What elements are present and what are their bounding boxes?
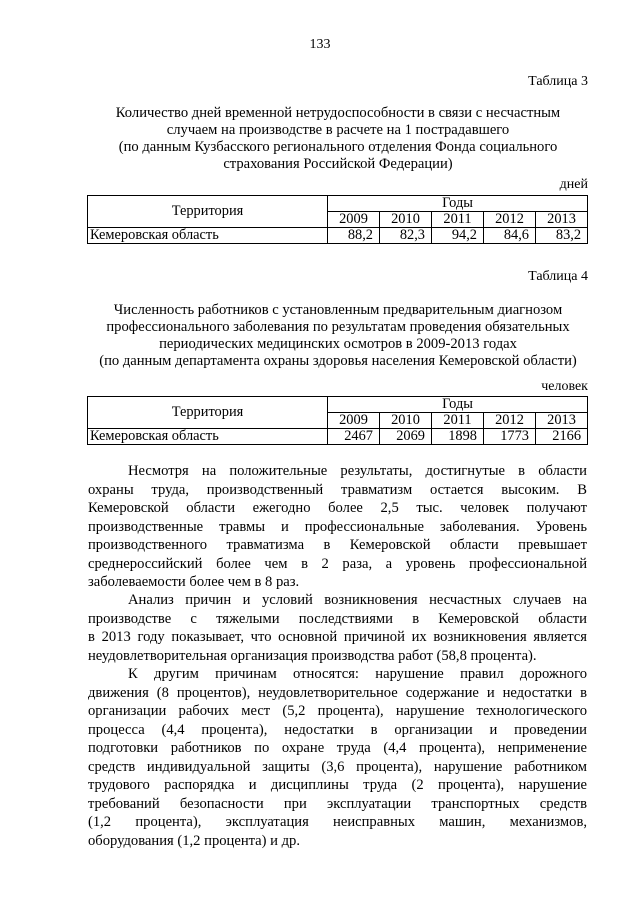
year-cell: 2012 bbox=[484, 212, 536, 228]
text-line: средств индивидуальной защиты (3,6 процента), нарушение работником bbox=[88, 758, 587, 775]
table-header-row bbox=[88, 397, 588, 413]
paragraph-3 bbox=[88, 665, 587, 850]
table-row bbox=[88, 228, 588, 244]
header-territory: Территория bbox=[88, 397, 328, 429]
table-row bbox=[88, 429, 588, 445]
value-cell: 88,2 bbox=[328, 228, 380, 244]
value-cell: 82,3 bbox=[380, 228, 432, 244]
caption-line: случаем на производстве в расчете на 1 пострадавшего bbox=[166, 122, 510, 138]
value-cell: 84,6 bbox=[484, 228, 536, 244]
table4-caption bbox=[88, 302, 588, 370]
text-line: трудового распорядка и дисциплины труда (2 процента), нарушение bbox=[88, 777, 587, 793]
value-cell: 1773 bbox=[484, 429, 536, 445]
year-cell: 2010 bbox=[380, 212, 432, 228]
text-line: производственного травматизма в Кемеровской области превышает bbox=[88, 537, 587, 553]
header-years: Годы bbox=[328, 397, 588, 413]
value-cell: 83,2 bbox=[536, 228, 588, 244]
value-cell: 2069 bbox=[380, 429, 432, 445]
caption-line: Количество дней временной нетрудоспособности в связи с несчастным bbox=[115, 105, 561, 121]
year-cell: 2013 bbox=[536, 413, 588, 429]
text-line: организации рабочих мест (5,2 процента), нарушение технологического bbox=[88, 703, 587, 719]
caption-line: профессионального заболевания по результатам проведения обязательных bbox=[106, 319, 570, 335]
text-line: процесса (4,4 процента), недостатки в организации и проведении bbox=[88, 721, 587, 738]
text-line: заболеваемости более чем в 8 раз. bbox=[88, 574, 300, 590]
paragraph-1 bbox=[88, 462, 587, 592]
table4 bbox=[87, 396, 588, 445]
text-line: производственные травмы и профессиональные заболевания. Уровень bbox=[88, 518, 587, 535]
text-line: в 2013 году показывает, что основной причиной их возникновения является bbox=[88, 629, 587, 645]
header-years: Годы bbox=[328, 196, 588, 212]
header-territory: Территория bbox=[88, 196, 328, 228]
year-cell: 2011 bbox=[432, 212, 484, 228]
caption-line: (по данным департамента охраны здоровья населения Кемеровской области) bbox=[99, 353, 577, 369]
text-line: Кемеровской области ежегодно более 2,5 тыс. человек получают bbox=[88, 500, 587, 516]
year-cell: 2009 bbox=[328, 413, 380, 429]
table3-caption bbox=[88, 105, 588, 173]
text-line: требований безопасности при эксплуатации транспортных средств bbox=[88, 795, 587, 812]
text-line: Анализ причин и условий возникновения несчастных случаев на bbox=[128, 592, 587, 608]
table-header-row bbox=[88, 196, 588, 212]
page-number: 133 bbox=[309, 37, 331, 52]
caption-line: (по данным Кузбасского регионального отделения Фонда социального bbox=[118, 139, 558, 155]
value-cell: 2166 bbox=[536, 429, 588, 445]
text-line: оборудования (1,2 процента) и др. bbox=[88, 832, 301, 849]
text-line: движения (8 процентов), неудовлетворительное содержание и недостатки в bbox=[88, 684, 587, 701]
row-name: Кемеровская область bbox=[88, 429, 328, 445]
text-line: подготовки работников по охране труда (4,4 процента), неприменение bbox=[88, 740, 587, 756]
year-cell: 2009 bbox=[328, 212, 380, 228]
text-line: Несмотря на положительные результаты, достигнутые в области bbox=[128, 463, 587, 479]
year-cell: 2010 bbox=[380, 413, 432, 429]
text-line: среднероссийский более чем в 2 раза, а уровень профессиональной bbox=[88, 555, 587, 572]
table3 bbox=[87, 195, 588, 244]
text-line: неудовлетворительная организация производства работ (58,8 процента). bbox=[88, 647, 537, 664]
caption-line: страхования Российской Федерации) bbox=[223, 156, 453, 172]
text-line: К другим причинам относятся: нарушение правил дорожного bbox=[128, 666, 587, 682]
row-name: Кемеровская область bbox=[88, 228, 328, 244]
text-line: (1,2 процента), эксплуатация неисправных машин, механизмов, bbox=[88, 814, 587, 830]
caption-line: Численность работников с установленным предварительным диагнозом bbox=[113, 302, 563, 318]
year-cell: 2011 bbox=[432, 413, 484, 429]
text-line: охраны труда, производственный травматизм остается высоким. В bbox=[88, 481, 587, 498]
table3-unit: дней bbox=[559, 177, 588, 192]
value-cell: 1898 bbox=[432, 429, 484, 445]
paragraph-2 bbox=[88, 591, 587, 665]
table3-label: Таблица 3 bbox=[528, 74, 588, 89]
table4-unit: человек bbox=[541, 379, 588, 394]
text-line: производстве с тяжелыми последствиями в Кемеровской области bbox=[88, 610, 587, 627]
table4-label: Таблица 4 bbox=[528, 269, 588, 284]
caption-line: периодических медицинских осмотров в 2009-2013 годах bbox=[159, 336, 517, 352]
year-cell: 2012 bbox=[484, 413, 536, 429]
year-cell: 2013 bbox=[536, 212, 588, 228]
value-cell: 94,2 bbox=[432, 228, 484, 244]
value-cell: 2467 bbox=[328, 429, 380, 445]
